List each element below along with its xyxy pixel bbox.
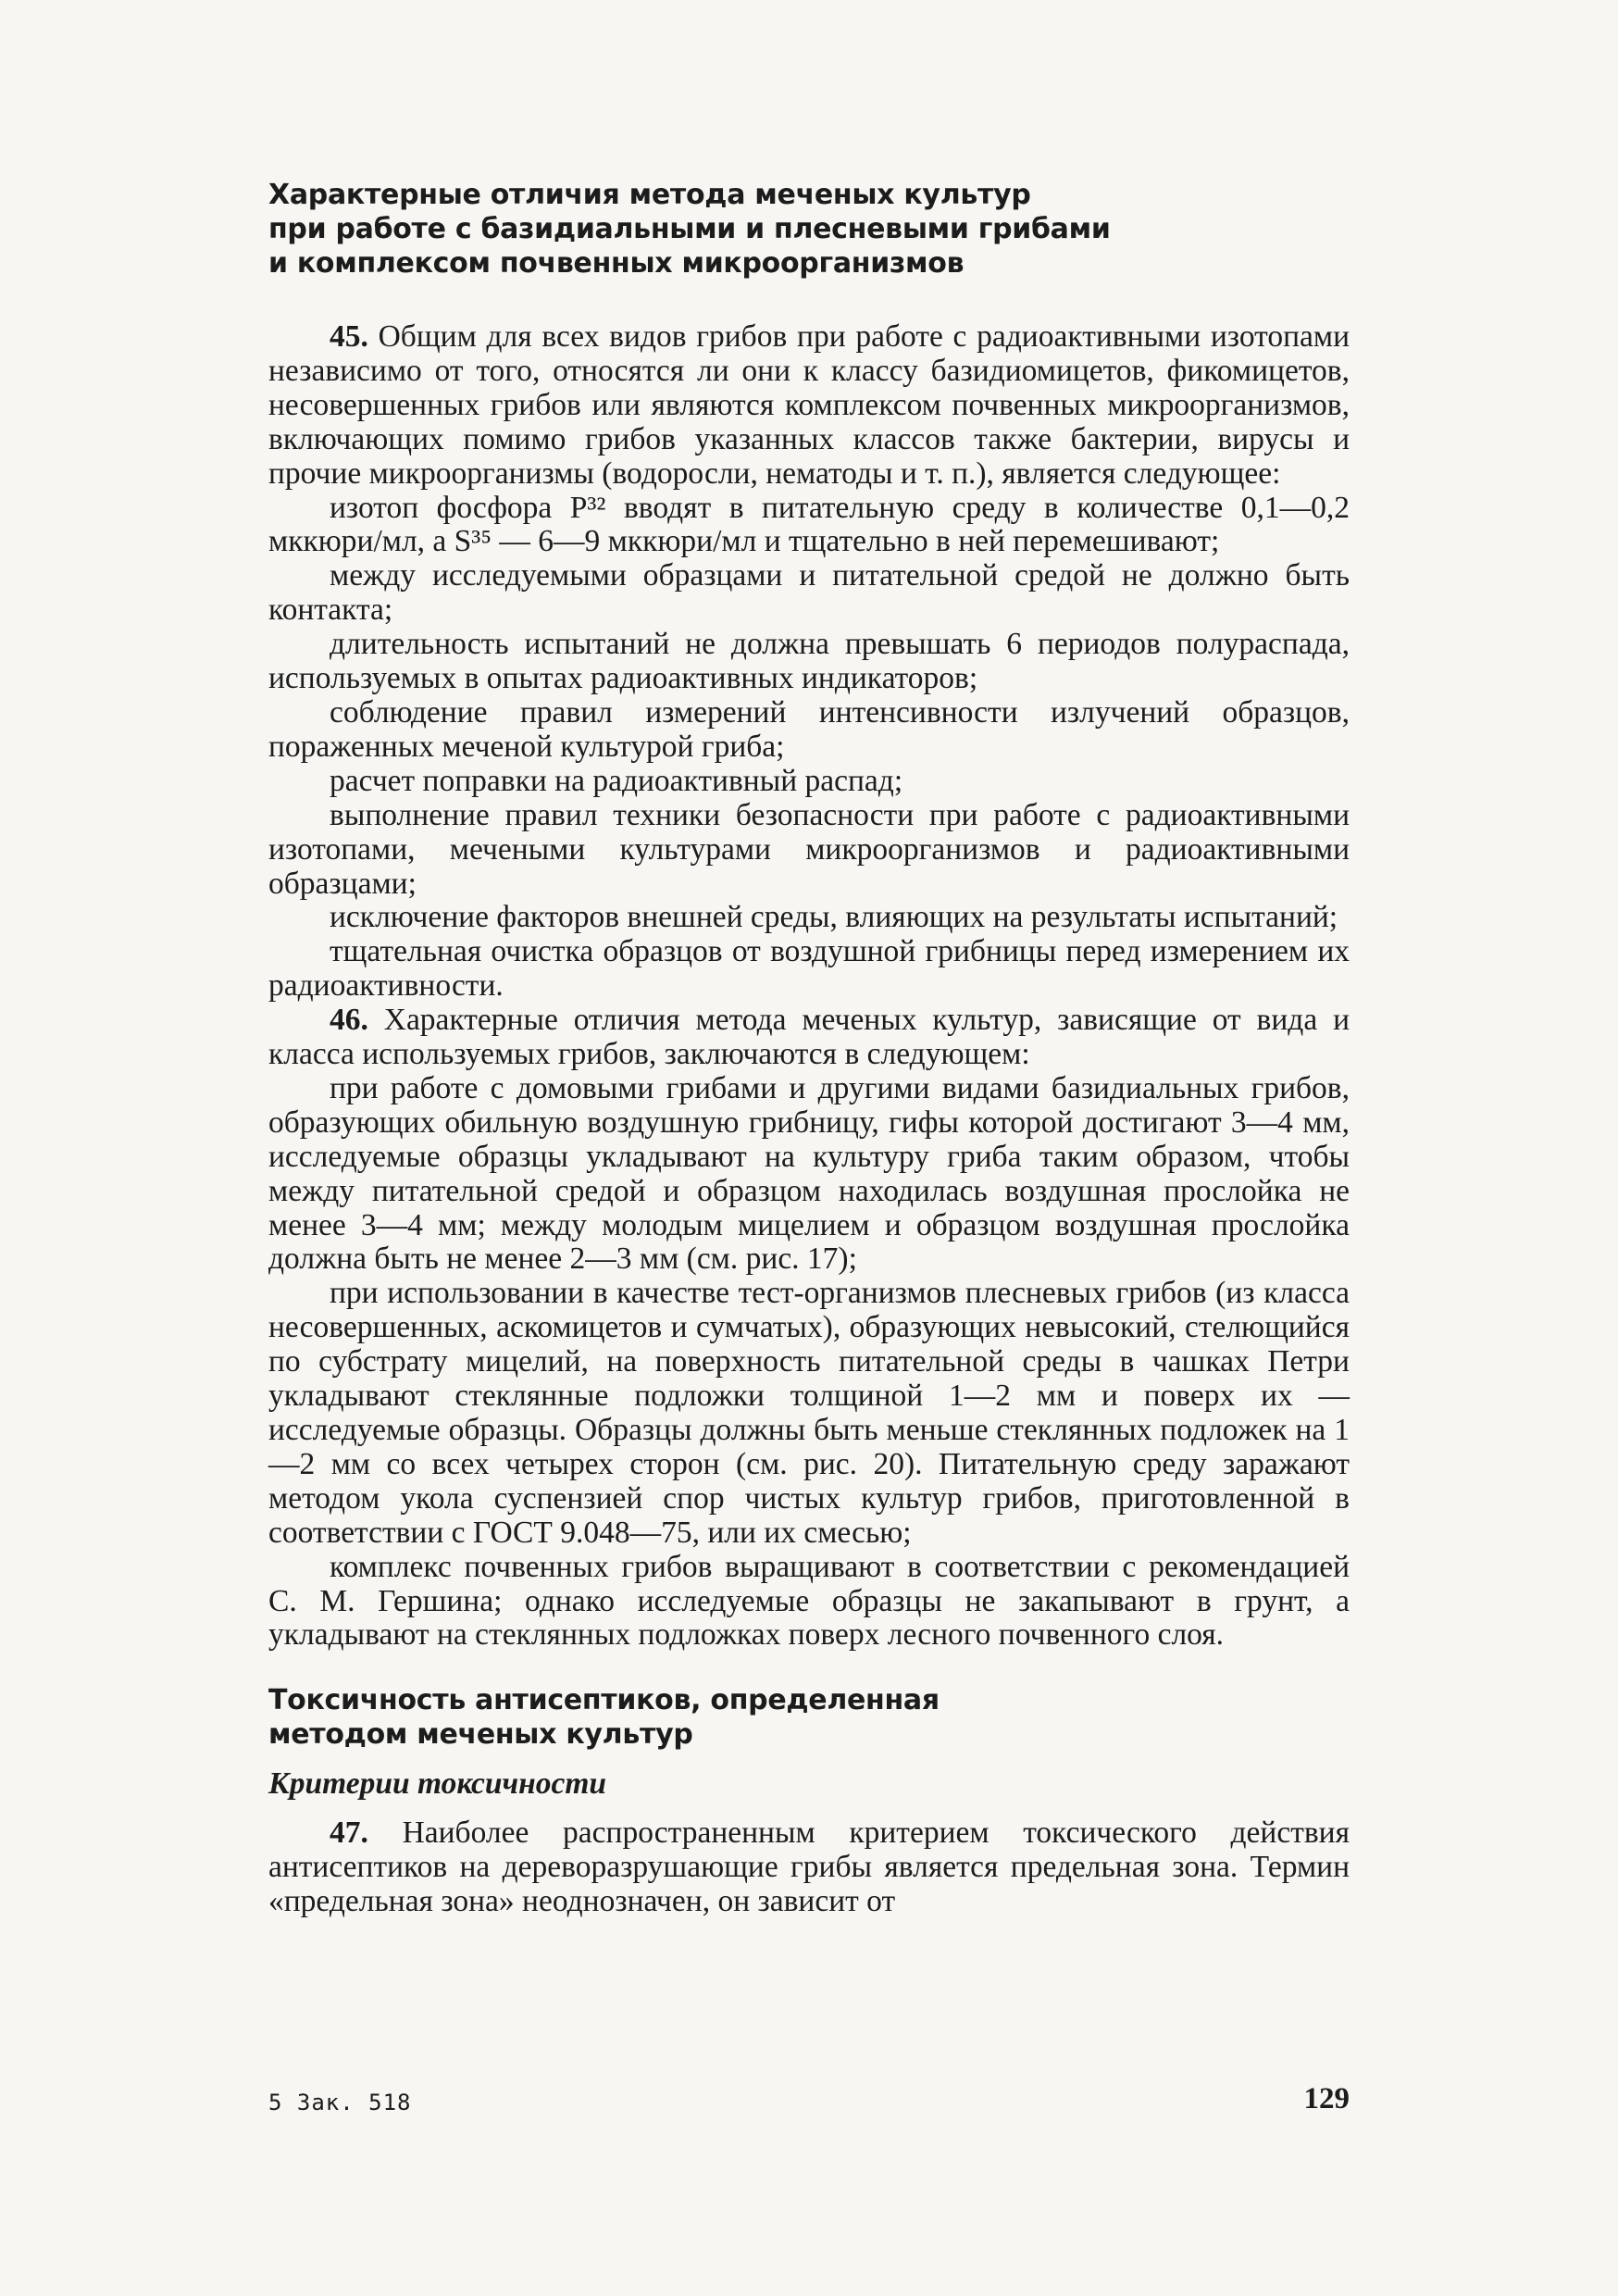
list-item: соблюдение правил измерений интенсивности излучений образцов, пораженных меченой культурой гриба; xyxy=(268,694,1350,764)
paragraph-number: 46. xyxy=(330,1003,368,1038)
paragraph-text: Характерные отличия метода меченых культур, зависящие от вида и класса используемых грибов, заключаются в следующем: xyxy=(268,1003,1350,1072)
paragraph-text: Общим для всех видов грибов при работе с радиоактивными изотопами независимо от того, относятся ли они к классу базидиомицетов, фикомицетов, несовершенных грибов или являются комплексом почвенных микроорганизмов, включающих помимо грибов указанных классов также бактерии, вирусы и прочие микроорганизмы (водоросли, нематоды и т. п.), является следующее: xyxy=(268,319,1350,491)
paragraph-number: 47. xyxy=(330,1816,368,1851)
subheading-toxicity-criteria: Критерии токсичности xyxy=(268,1766,607,1802)
paragraph-text: Наиболее распространенным критерием токсического действия антисептиков на дереворазрушающие грибы является предельная зона. Термин «предельная зона» неоднозначен, он зависит от xyxy=(268,1816,1350,1919)
page-number: 129 xyxy=(1303,2082,1350,2115)
section-heading-labeled-cultures xyxy=(268,178,1350,281)
section-heading-toxicity xyxy=(268,1683,1350,1752)
list-item: расчет поправки на радиоактивный распад; xyxy=(330,763,903,798)
list-item: при работе с домовыми грибами и другими видами базидиальных грибов, образующих обильную воздушную грибницу, гифы которой достигают 3—4 мм, исследуемые образцы укладывают на культуру гриба таким образом, чтобы между питательной средой и образцом находилась воздушная прослойка не менее 3—4 мм; между молодым мицелием и образцом воздушная прослойка должна быть не менее 2—3 мм (см. рис. 17); xyxy=(268,1070,1350,1277)
heading-line: и комплексом почвенных микроорганизмов xyxy=(268,247,965,280)
print-signature: 5 Зак. 518 xyxy=(268,2090,412,2115)
heading-line: Токсичность антисептиков, определенная xyxy=(268,1684,940,1717)
list-item: изотоп фосфора P³² вводят в питательную среду в количестве 0,1—0,2 мккюри/мл, а S³⁵ — 6—9 мккюри/мл и тщательно в ней перемешивают; xyxy=(268,490,1350,559)
page-content xyxy=(268,178,1350,1919)
heading-line: при работе с базидиальными и плесневыми грибами xyxy=(268,213,1111,245)
heading-line: методом меченых культур xyxy=(268,1718,693,1752)
list-item: при использовании в качестве тест-организмов плесневых грибов (из класса несовершенных, аскомицетов и сумчатых), образующих невысокий, стелющийся по субстрату мицелий, на поверхность питательной среды в чашках Петри укладывают стеклянные подложки толщиной 1—2 мм и поверх их — исследуемые образцы. Образцы должны быть меньше стеклянных подложек на 1—2 мм со всех четырех сторон (см. рис. 20). Питательную среду заражают методом укола суспензией спор чистых культур грибов, приготовленной в соответствии с ГОСТ 9.048—75, или их смесью; xyxy=(268,1276,1350,1550)
paragraph-46 xyxy=(268,1004,1350,1072)
list-item: комплекс почвенных грибов выращивают в соответствии с рекомендацией С. М. Гершина; однако исследуемые образцы не закапывают в грунт, а укладывают на стеклянных подложках поверх лесного почвенного слоя. xyxy=(268,1549,1350,1653)
list-item: тщательная очистка образцов от воздушной грибницы перед измерением их радиоактивности. xyxy=(268,934,1350,1004)
list-item: между исследуемыми образцами и питательной средой не должно быть контакта; xyxy=(268,558,1350,628)
list-item: исключение факторов внешней среды, влияющих на результаты испытаний; xyxy=(330,900,1338,935)
page-footer xyxy=(268,2082,1350,2119)
list-item: выполнение правил техники безопасности при работе с радиоактивными изотопами, мечеными культурами микроорганизмов и радиоактивными образцами; xyxy=(268,797,1350,901)
paragraph-45 xyxy=(268,320,1350,492)
heading-line: Характерные отличия метода меченых культур xyxy=(268,179,1031,211)
paragraph-number: 45. xyxy=(330,319,368,354)
list-item: длительность испытаний не должна превышать 6 периодов полураспада, используемых в опытах радиоактивных индикаторов; xyxy=(268,627,1350,696)
paragraph-47 xyxy=(268,1816,1350,1919)
